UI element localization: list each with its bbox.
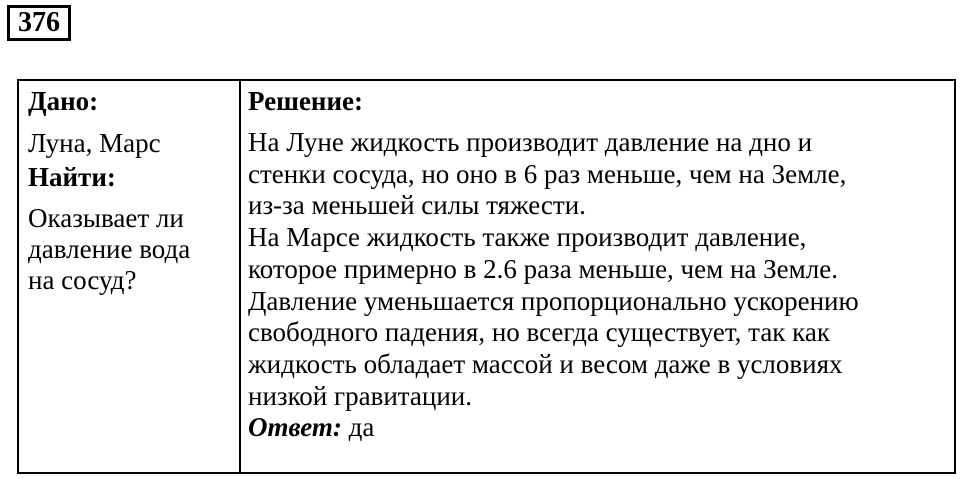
solution-line: На Луне жидкость производит давление на дно и bbox=[248, 127, 813, 157]
problem-number: 376 bbox=[7, 5, 71, 41]
solution-line: из-за меньшей силы тяжести. bbox=[248, 190, 586, 221]
solution-line: На Марсе жидкость также производит давление, bbox=[248, 222, 807, 253]
answer-label: Ответ: bbox=[248, 412, 342, 443]
find-line: на сосуд? bbox=[28, 265, 137, 295]
solution-text bbox=[248, 127, 954, 412]
solution-heading: Решение: bbox=[248, 86, 363, 116]
solution-line: стенки сосуда, но оно в 6 раз меньше, чем на Земле, bbox=[248, 158, 847, 189]
answer-value: да bbox=[348, 412, 375, 443]
find-line: Оказывает ли bbox=[28, 203, 184, 233]
solution-table bbox=[17, 79, 956, 474]
find-question bbox=[28, 203, 239, 296]
solution-column bbox=[241, 81, 954, 472]
given-heading: Дано: bbox=[28, 86, 99, 116]
given-column bbox=[19, 81, 241, 472]
solution-line: свободного падения, но всегда существует, так как bbox=[248, 317, 830, 348]
solution-line: которое примерно в 2.6 раза меньше, чем на Земле. bbox=[248, 253, 838, 284]
solution-line: низкой гравитации. bbox=[248, 380, 472, 411]
solution-line: жидкость обладает массой и весом даже в условиях bbox=[248, 348, 843, 379]
find-heading: Найти: bbox=[28, 162, 116, 192]
find-line: давление вода bbox=[28, 234, 191, 264]
solution-line: Давление уменьшается пропорционально ускорению bbox=[248, 285, 859, 316]
given-value: Луна, Марс bbox=[28, 128, 161, 158]
answer bbox=[248, 412, 954, 442]
